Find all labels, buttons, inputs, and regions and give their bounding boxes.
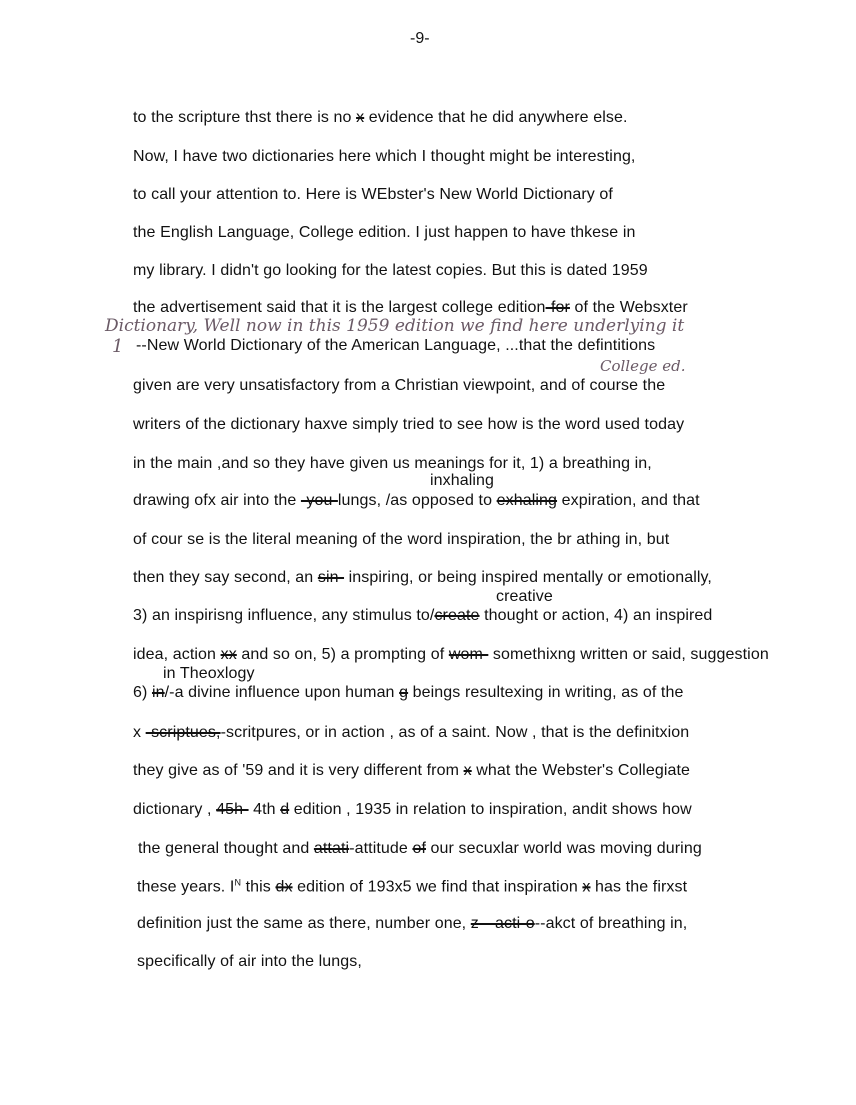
text-line	[133, 607, 712, 625]
text-line	[133, 724, 689, 742]
struck-text: of	[412, 840, 426, 857]
text-segment: /-a divine influence upon human	[164, 684, 400, 701]
text-line	[133, 492, 700, 510]
text-segment: of the Websxter	[569, 299, 688, 316]
text-line	[137, 915, 687, 933]
text-segment: -attitude	[349, 840, 413, 857]
text-segment: thought or action, 4) an inspired	[479, 607, 713, 624]
text-segment: edition , 1935 in relation to inspiration, andit shows how	[289, 801, 692, 818]
text-segment: the advertisement said that it is the largest college edition	[133, 299, 546, 316]
text-line	[133, 684, 683, 702]
text-line	[137, 873, 687, 896]
text-segment: 3) an inspirisng influence, any stimulus to/	[133, 607, 435, 624]
text-line	[496, 588, 553, 606]
text-segment: in the main ,and so they have given us meanings for it, 1) a breathing in,	[133, 455, 652, 472]
text-line	[133, 186, 613, 204]
text-line	[133, 109, 628, 127]
text-segment: inspiring, or being inspired mentally or emotionally,	[344, 569, 712, 586]
text-segment: --New World Dictionary of the American Language, ...that the defintitions	[136, 337, 656, 354]
text-segment: creative	[496, 588, 553, 605]
text-line	[133, 531, 669, 549]
text-segment: of cour se is the literal meaning of the word inspiration, the br athing in, but	[133, 531, 670, 548]
struck-text: x	[582, 878, 591, 896]
text-line	[137, 953, 362, 971]
struck-text: z—acti-o	[470, 915, 535, 932]
handwritten-annotation-2: College ed.	[600, 357, 686, 375]
struck-text: create	[434, 607, 480, 624]
text-segment: the English Language, College edition. I just happen to have thkese in	[133, 224, 636, 241]
text-segment: writers of the dictionary haxve simply tried to see how is the word used today	[133, 416, 685, 433]
text-segment: lungs, /as opposed to	[337, 492, 497, 509]
text-segment: they give as of '59 and it is very different from	[133, 762, 464, 779]
text-line	[133, 262, 648, 280]
struck-text: in	[151, 684, 165, 701]
text-segment: N	[234, 877, 242, 888]
text-segment: this	[241, 878, 276, 896]
text-segment: what the Webster's Collegiate	[471, 762, 691, 779]
text-segment: x	[133, 724, 146, 741]
text-segment: expiration, and that	[557, 492, 700, 509]
text-line	[133, 646, 769, 664]
text-line	[133, 299, 688, 317]
struck-text: attati	[313, 840, 350, 857]
text-segment: definition just the same as there, number one,	[137, 915, 471, 932]
page-number: -9-	[410, 30, 430, 47]
struck-text: x	[356, 109, 365, 126]
struck-text: wom-	[448, 646, 489, 663]
text-segment: drawing ofx air into the	[133, 492, 301, 509]
text-line	[133, 148, 635, 166]
text-segment: these years. I	[137, 878, 235, 896]
text-line	[136, 337, 655, 355]
text-line	[163, 665, 255, 683]
handwritten-annotation: Dictionary, Well now in this 1959 edition we find here underlying it	[105, 316, 685, 336]
text-segment: --akct of breathing in,	[534, 915, 688, 932]
text-segment: given are very unsatisfactory from a Christian viewpoint, and of course the	[133, 377, 666, 394]
text-segment: the general thought and	[138, 840, 314, 857]
text-line	[133, 455, 652, 473]
text-segment: specifically of air into the lungs,	[137, 953, 362, 970]
struck-text: -scriptues,	[145, 724, 221, 741]
text-segment: idea, action	[133, 646, 221, 663]
text-line	[133, 569, 712, 587]
text-segment: and so on, 5) a prompting of	[236, 646, 449, 663]
struck-text: g	[399, 684, 409, 701]
text-segment: to the scripture thst there is no	[133, 109, 357, 126]
text-line	[138, 840, 702, 858]
text-segment: our secuxlar world was moving during	[426, 840, 702, 857]
text-segment: beings resultexing in writing, as of the	[408, 684, 684, 701]
text-line	[133, 801, 692, 819]
text-segment: in Theoxlogy	[163, 665, 255, 682]
text-segment: 6)	[133, 684, 152, 701]
text-segment: 4th	[248, 801, 281, 818]
text-segment: inxhaling	[430, 472, 495, 489]
text-line	[133, 224, 635, 242]
text-segment: to call your attention to. Here is WEbster's New World Dictionary of	[133, 186, 613, 203]
struck-text: exhaling	[496, 492, 558, 509]
text-line	[133, 762, 690, 780]
text-segment: Now, I have two dictionaries here which I thought might be interesting,	[133, 148, 636, 165]
struck-text: -for	[545, 299, 570, 316]
text-line	[133, 377, 665, 395]
text-segment: edition of 193x5 we find that inspiration	[292, 878, 583, 896]
struck-text: d	[280, 801, 290, 818]
struck-text: -you-	[300, 492, 338, 509]
text-segment: -scritpures, or in action , as of a saint. Now , that is the definitxion	[220, 724, 690, 741]
text-segment: has the firxst	[590, 878, 688, 896]
struck-text: x	[463, 762, 472, 779]
handwritten-margin-mark: 1	[112, 336, 124, 357]
text-line	[430, 472, 494, 490]
struck-text: sin-	[317, 569, 345, 586]
text-segment: evidence that he did anywhere else.	[364, 109, 628, 126]
text-segment: my library. I didn't go looking for the latest copies. But this is dated 1959	[133, 262, 648, 279]
text-segment: then they say second, an	[133, 569, 318, 586]
text-line	[133, 416, 684, 434]
struck-text: dx	[275, 878, 293, 896]
struck-text: xx	[220, 646, 237, 663]
struck-text: 45h-	[216, 801, 249, 818]
text-segment: somethixng written or said, suggestion	[488, 646, 769, 663]
text-segment: dictionary ,	[133, 801, 217, 818]
